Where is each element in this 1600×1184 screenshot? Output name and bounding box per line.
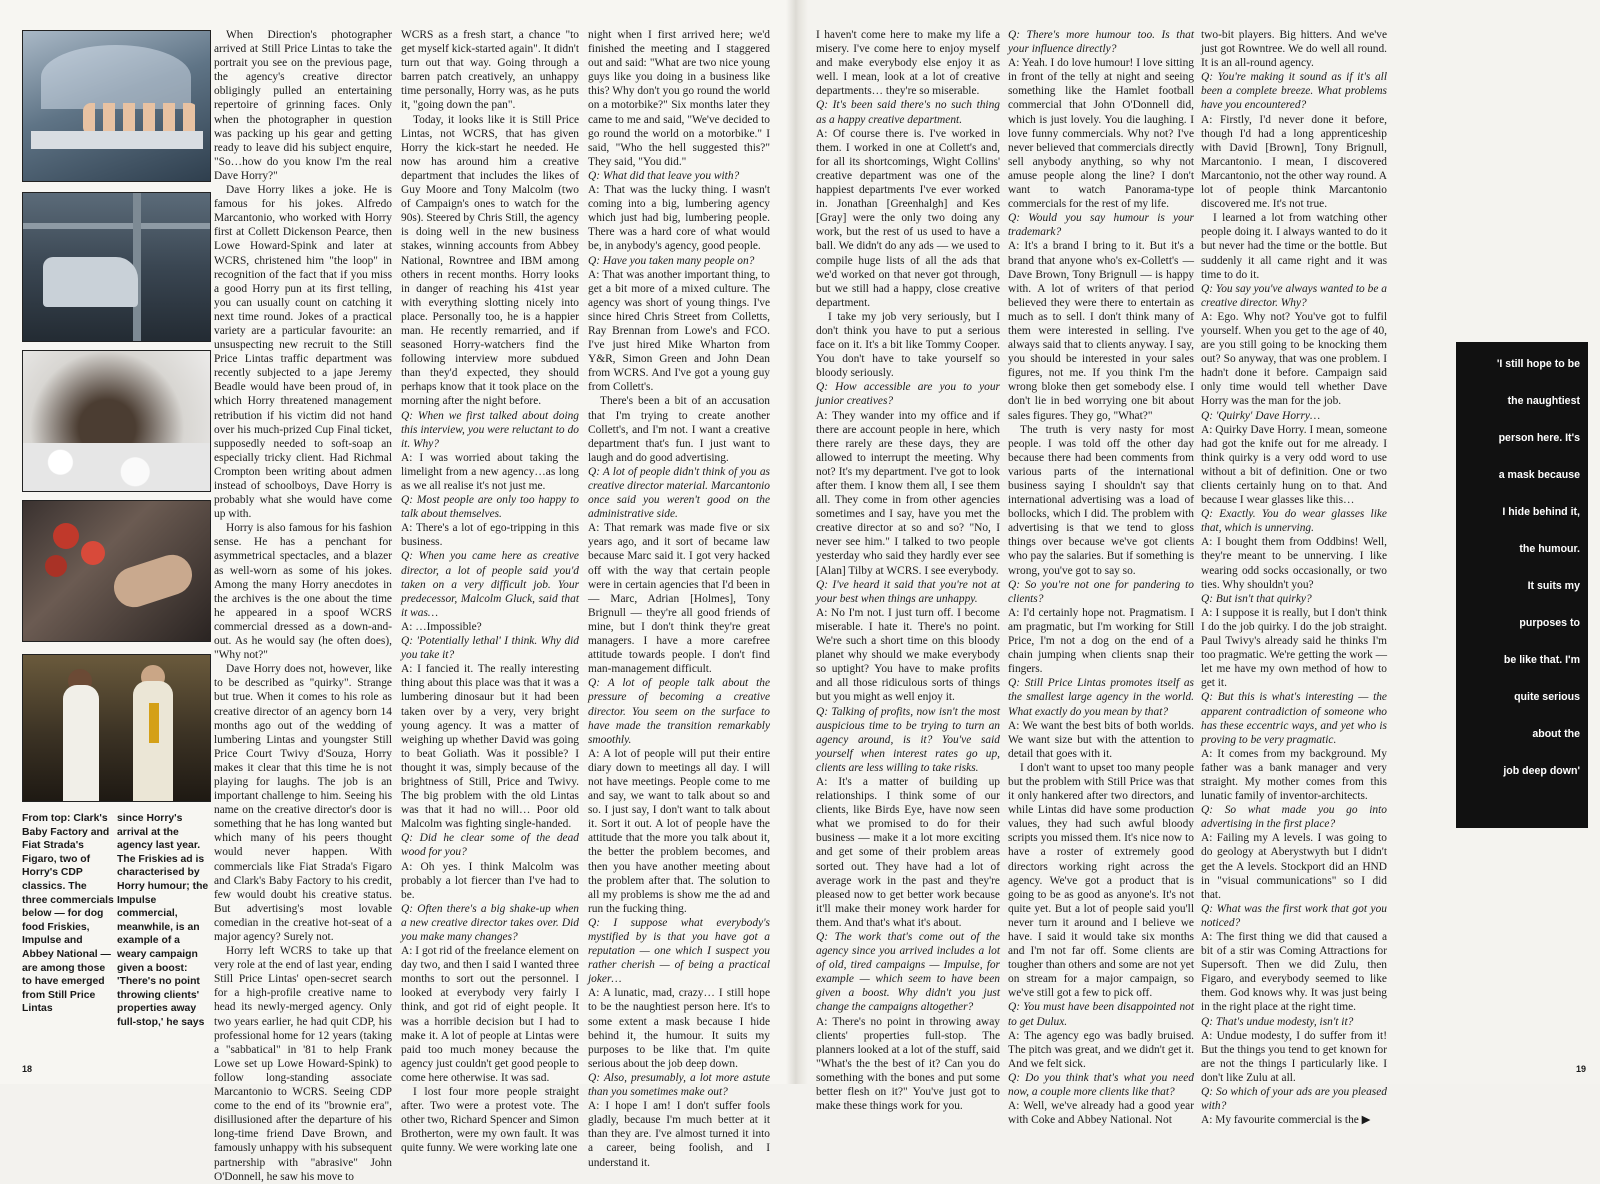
interview-answer: A: There's a lot of ego-tripping in this business. <box>401 522 579 549</box>
article-paragraph: The truth is very nasty for most people. I was told off the other day because there had been comments from various parts of the international business saying I shouldn't say that international advertising was a load of bollocks, which I did. The problem with advertising is that we tend to gloss things over because we've got clients who pay the salaries. But if something is wrong, you've got to say so. <box>1008 423 1194 577</box>
interview-question: Q: How accessible are you to your junior creatives? <box>816 381 1000 408</box>
page-number-left: 18 <box>22 1064 33 1074</box>
interview-answer: A: That was another important thing, to get a bit more of a mixed culture. The agency was short of young things. I've since hired Chris Street from Colletts, Ray Brennan from Lowe's and FCO. I've just hired Mike Wharton from Y&R, Simon Green and John Dean from WCRS. And I've got a young guy from Collett's. <box>588 268 770 394</box>
interview-question: Q: Also, presumably, a lot more astute than you sometimes make out? <box>588 1071 770 1099</box>
interview-question: Q: 'Quirky' Dave Horry… <box>1201 409 1321 422</box>
flowers-scissors-photo <box>22 500 211 642</box>
page-gutter <box>786 0 808 1084</box>
interview-answer: A: Oh yes. I think Malcolm was probably a lot fiercer than I've had to be. <box>401 860 579 901</box>
interview-answer: A: The agency ego was badly bruised. The pitch was great, and we didn't get it. And we felt sick. <box>1008 1029 1194 1070</box>
interview-answer: A: It comes from my background. My father was a bank manager and very straight. My mother comes from this lunatic family of inventor-architects. <box>1201 747 1387 803</box>
baby-factory-photo <box>22 30 211 182</box>
two-men-photo <box>22 654 211 802</box>
article-paragraph: There's been a bit of an accusation that I'm trying to create another Collett's, and I'm not. I want a creative department that's fun. I just want to laugh and do good advertising. <box>588 395 770 464</box>
interview-answer: A: Quirky Dave Horry. I mean, someone had got the knife out for me already. I think quirky is a very odd word to use without a bit of definition. One or two clients certainly hung on to that. And because I wear glasses like this… <box>1201 423 1387 507</box>
interview-answer: A: It's a matter of building up relationships. I think some of our clients, like Birds Eye, have now seen what we promised to do for their business — make it a lot more exciting and get some of their problem areas sorted out. They have had a lot of average work in the past and they're pleased now to get better work because it'll make their money work harder for them. And that's what it's about. <box>816 775 1000 929</box>
interview-answer: A: Of course there is. I've worked in them. I worked in one at Collett's and, for all its shortcomings, Wight Collins' creative department was one of the happiest departments I've ever worked in. Jonathan [Greenhalgh] and Kes [Gray] were the only two doing any work, but the rest of us used to have a ball. We didn't do any ads — we used to compile huge lists of all the ads that we'd worked on that never got through, but we still had a happy, close creative department. <box>816 127 1000 309</box>
interview-answer: A: I hope I am! I don't suffer fools gladly, because I'm much better at it than they are. I've almost turned it into a career, being foolish, and I understand it. <box>588 1100 770 1169</box>
article-paragraph: I take my job very seriously, but I don't think you have to put a serious face on it. It's a bit like Tommy Cooper. You don't have to take yourself so bloody seriously. <box>816 310 1000 380</box>
interview-answer: A: I'd certainly hope not. Pragmatism. I am pragmatic, but I'm working for Still Price, I'm not a dog on the end of a chain jumping when clients snap their fingers. <box>1008 606 1194 676</box>
article-column-6 <box>1201 28 1388 1127</box>
interview-question: Q: You're making it sound as if it's all been a complete breeze. What problems have you encountered? <box>1201 71 1387 112</box>
interview-question: Q: You say you've always wanted to be a creative director. Why? <box>1201 282 1387 309</box>
interview-answer: A: Well, we've already had a good year with Coke and Abbey National. Not <box>1008 1100 1194 1127</box>
pull-quote <box>1456 342 1588 828</box>
article-paragraph: Horry left WCRS to take up that very role at the end of last year, ending Still Price Lintas' open-secret search for a high-profile creative name to head its newly-merged agency. Only two years earlier, he had quit CDP, his professional home for 12 years (taking a "sabbatical" in '81 to help Frank Lowe set up Lowe Howard-Spink) to follow long-standing associate Marcantonio to WCRS. Seeing CDP come to the end of its "brownie era", disillusioned after the departure of his long-time friend Dave Brown, and famously unhappy with his subsequent partnership with "abrasive" John O'Donnell, he saw his move to <box>214 945 392 1183</box>
interview-answer: A: They wander into my office and if there are account people in here, which there rarely are these days, they are allowed to interrupt the meeting. Why not? It's my department. I've got to look after them. I know them all, I see them all. They come in from other agencies sometimes and I say, have you met the creative director at so and so? "No, I never see him." I talked to two people yesterday who said they hardly ever see [Alan] Tilby at WCRS. I see everybody. <box>816 409 1000 577</box>
interview-answer: A: I got rid of the freelance element on day two, and then I said I wanted three months to sort out the personnel. I looked at everybody very fairly I think, and got rid of eight people. It was a horrible decision but I had to make it. A lot of people at Lintas were paid too much money because the agency just couldn't get good people to come here otherwise. It was sad. <box>401 945 579 1084</box>
interview-question: Q: Most people are only too happy to talk about themselves. <box>401 494 579 521</box>
interview-question: Q: The work that's come out of the agency since you arrived includes a lot of old, tired campaigns — Impulse, for example — which seem to have been given a boost. Why didn't you just change the campaigns altogether? <box>816 931 1000 1014</box>
interview-answer: A: A lunatic, mad, crazy… I still hope to be the naughtiest person here. It's to some extent a mask because I hide behind it, the humour. It suits my purposes to be like that. I'm quite serious about the job deep down. <box>588 987 770 1070</box>
interview-question: Q: That's undue modesty, isn't it? <box>1201 1015 1354 1028</box>
interview-question: Q: You must have been disappointed not to get Dulux. <box>1008 1001 1194 1028</box>
article-column-1 <box>214 28 392 1183</box>
pull-quote-line: purposes to <box>1519 617 1580 629</box>
article-paragraph: I haven't come here to make my life a misery. I've come here to enjoy myself and make everybody else enjoy it as well. I mean, look at a lot of creative departments… they're so miserable. <box>816 29 1000 98</box>
interview-answer: A: I was worried about taking the limelight from a new agency…as long as we all realise it's not just me. <box>401 451 579 492</box>
page-number-right: 19 <box>1575 1064 1586 1074</box>
interview-question: Q: But this is what's interesting — the apparent contradiction of someone who has these eccentric ways, and yet who is proving to be very pragmatic. <box>1201 691 1387 746</box>
interview-question: Q: Still Price Lintas promotes itself as the smallest large agency in the world. What exactly do you mean by that? <box>1008 677 1194 718</box>
pull-quote-line: the humour. <box>1519 543 1580 555</box>
article-paragraph: Dave Horry does not, however, like to be described as "quirky". Strange but true. When it comes to his role as creative director of an agency born 14 months ago out of the wedding of lumbering Lintas and youngster Still Price Court Twivy d'Souza, Horry makes it clear that this time he is not playing for laughs. The job is an important challenge to him. Seeing his name on the creative director's door is something that he has long wanted but which many of his peers thought would never happen. With commercials like Fiat Strada's Figaro and Clark's Baby Factory to his credit, few would doubt his creative status. But advertising's most lovable comedian in the creative hot-seat of a major agency? Surely not. <box>214 663 392 943</box>
caption-column-a: From top: Clark's Baby Factory and Fiat Strada's Figaro, two of Horry's CDP classics. The three commercials below — for dog food Friskies, Impulse and Abbey National — are among those to have emerged from Still Price Lintas <box>22 813 114 1015</box>
interview-answer: A: That remark was made five or six years ago, and it sort of became law because Marc said it. I got very hacked off with the way that certain people were in certain agencies that I'd been in — Marc, Adrian [Holmes], Tony Brignull — they're all good friends of mine, but I don't think they're great managers. I have a more carefree attitude towards people. I don't find man-management difficult. <box>588 522 770 676</box>
article-paragraph: Horry is also famous for his fashion sense. He has a penchant for asymmetrical spectacles, and a blazer as well-worn as some of his jokes. Among the many Horry anecdotes in the archives is the one about the time he appeared in a spoof WCRS commercial dressed as a down-and-out. As he would say (he often does), "Why not?" <box>214 522 392 662</box>
article-paragraph: night when I first arrived here; we'd finished the meeting and I staggered out and said: "What are two nice young guys like you doing in a business like this? Why don't you go round the world on a motorbike?" Six months later they came to me and said, "We've decided to go round the world on a motorbike." I said, "Who the hell suggested this?" They said, "You did." <box>588 29 770 168</box>
pull-quote-line: a mask because <box>1498 469 1580 481</box>
interview-question: Q: A lot of people talk about the pressure of becoming a creative director. You seem on the surface to have made the transition remarkably smoothly. <box>588 677 770 746</box>
interview-question: Q: 'Potentially lethal' I think. Why did you take it? <box>401 635 579 662</box>
pull-quote-line: job deep down' <box>1503 765 1580 777</box>
interview-answer: A: It's a brand I bring to it. But it's a brand that anyone who's ex-Collett's — Dave Brown, Tony Brignull — is happy with. A lot of writers of that period believed they were there to entertain as much as to sell. I don't think many of them were interested in selling. I've always said that to clients anyway. I say, you should be interested in your sales figures, not me. If you think I'm the wrong bloke then get somebody else. I don't lie in bed worrying one bit about sales figures. They go, "What?" <box>1008 240 1194 422</box>
caption-column-b: since Horry's arrival at the agency last year. The Friskies ad is characterised by Horry humour; the Impulse commercial, meanwhile, is an example of a weary campaign given a boost: 'There's no point throwing clients' properties away full-stop,' he says <box>117 813 209 1028</box>
article-paragraph: Today, it looks like it is Still Price Lintas, not WCRS, that has given Horry the kick-start he needed. He now has around him a creative department that includes the likes of Guy Moore and Tony Malcolm (two of Campaign's ones to watch for the 90s). Steered by Chris Still, the agency is doing well in the new business stakes, winning accounts from Abbey National, Rowntree and IBM among others in recent months. Horry looks in danger of reaching his 41st year with everything slotting nicely into place. Personally too, he is a happier man. He recently remarried, and if seasoned Horry-watchers find the following interview more subdued than they'd expected, they should perhaps know that it took place on the morning after the night before. <box>401 113 579 408</box>
interview-question: Q: What did that leave you with? <box>588 169 740 182</box>
interview-question: Q: There's more humour too. Is that your influence directly? <box>1008 29 1194 56</box>
pull-quote-line: 'I still hope to be <box>1496 358 1580 370</box>
photo-caption <box>22 812 212 1044</box>
interview-answer: A: I bought them from Oddbins! Well, they're meant to be unnerving. I like wearing odd socks occasionally, or two ties. Why shouldn't you? <box>1201 536 1387 591</box>
interview-question: Q: When we first talked about doing this interview, you were reluctant to do it. Why? <box>401 409 579 450</box>
article-column-4 <box>816 28 1000 1113</box>
right-page <box>808 0 1600 1127</box>
interview-answer: A: Failing my A levels. I was going to do geology at Aberystwyth but I didn't get the A levels. Stockport did an HND in "visual communications" so I did that. <box>1201 832 1387 901</box>
article-column-5 <box>1008 28 1194 1127</box>
interview-question: Q: I suppose what everybody's mystified by is that you have got a reputation — one which I suspect you rather cherish — of being a practical joker… <box>588 916 770 986</box>
dog-foam-photo <box>22 350 211 492</box>
interview-question: Q: But isn't that quirky? <box>1201 592 1312 605</box>
interview-answer: A: I fancied it. The really interesting thing about this place was that it was a lumbering dinosaur but it had been taken over by a very, very bright young agency. It was a matter of weighing up whether David was going to beat Goliath. Was it possible? I thought it was, simply because of the brightness of Still, Price and Twivy. The big problem with the old Lintas was that it had no will… Poor old Malcolm was fighting single-handed. <box>401 663 579 831</box>
pull-quote-line: about the <box>1532 728 1580 740</box>
interview-answer: A: That was the lucky thing. I wasn't coming into a big, lumbering agency which just had big, lumbering people. There was a hard core of what would be, in anybody's agency, good people. <box>588 184 770 253</box>
article-paragraph: WCRS as a fresh start, a chance "to get myself kick-started again". It didn't turn out that way. Going through a barren patch creatively, an unhappy time personally, Horry was, as he puts it, "going down the pan". <box>401 29 579 112</box>
interview-question: Q: So you're not one for pandering to clients? <box>1008 578 1194 605</box>
interview-answer: A: My favourite commercial is the ▶ <box>1201 1114 1371 1127</box>
article-column-3 <box>588 28 770 1169</box>
interview-answer: A: The first thing we did that caused a bit of a stir was Coming Attractions for Supersoft. Then we did Zulu, then Figaro, and everybody seemed to like them. God knows why. It was just being in the right place at the right time. <box>1201 931 1387 1014</box>
article-paragraph: two-bit players. Big hitters. And we've just got Rowntree. We do well all round. It is an all-round agency. <box>1201 29 1387 70</box>
interview-answer: A: Ego. Why not? You've got to fulfil yourself. When you get to the age of 40, are you still going to be knocking them out? So anyway, that was one problem. I hadn't done it before. Campaign said only time would tell whether Dave Horry was the man for the job. <box>1201 310 1387 408</box>
interview-question: Q: Have you taken many people on? <box>588 254 755 267</box>
article-column-2 <box>401 28 579 1155</box>
interview-question: Q: It's been said there's no such thing as a happy creative department. <box>816 99 1000 126</box>
interview-question: Q: What was the first work that got you noticed? <box>1201 902 1387 929</box>
interview-question: Q: I've heard it said that you're not at your best when things are unhappy. <box>816 578 1000 605</box>
interview-answer: A: A lot of people will put their entire diary down to meetings all day. I will not have meetings. People come to me and say, we want to talk about so and so. I just say, I don't want to talk about it. Sort it out. A lot of people have the attitude that the more you talk about it, the better the problem becomes, and then you have another meeting about the problem after that. The solution to all my problems is show me the ad and run the fucking thing. <box>588 747 770 915</box>
interview-question: Q: Talking of profits, now isn't the most auspicious time to be trying to turn an agency around, is it? You've said yourself when interest rates go up, clients are less willing to take risks. <box>816 705 1000 774</box>
interview-answer: A: No I'm not. I just turn off. I become miserable. I hate it. There's no point. We're such a short time on this bloody planet why should we make everybody so uptight? You have to make profits and all those ridiculous sorts of things but you might as well enjoy it. <box>816 606 1000 704</box>
interview-question: Q: Do you think that's what you need now, a couple more clients like that? <box>1008 1071 1194 1099</box>
interview-answer: A: There's no point in throwing away clients' properties full-stop. The planners looked at a lot of the stuff, said "What's the the best of it? Can you do something with the bones and put some better flesh on it?" You've just got to make these things work for you. <box>816 1015 1000 1113</box>
article-paragraph: Dave Horry likes a joke. He is famous for his jokes. Alfredo Marcantonio, who worked with Horry first at Collett Dickenson Pearce, then Lowe Howard-Spink and later at WCRS, christened him "the loop" in recognition of the fact that if you miss a good Horry pun at its first telling, you can usually count on catching it next time round. Jokes of a practical variety are a particular favourite: an unsuspecting new recruit to the Still Price Lintas traffic department was recently subjected to a jape Jeremy Beadle would have been proud of, in which Horry threatened management retribution if his victim did not hand over his much-prized Cup Final ticket, supposedly needed to soft-soap an especially tricky client. Had Richmal Crompton been writing about admen instead of schoolboys, Dave Horry is probably what she would have come up with. <box>214 184 392 521</box>
article-paragraph: I learned a lot from watching other people doing it. I always wanted to do it but never had the time or the bottle. But suddenly it all came right and it was time to do it. <box>1201 212 1387 281</box>
interview-question: Q: When you came here as creative director, a lot of people said you'd taken on a very difficult job. Your predecessor, Malcolm Gluck, said that it was… <box>401 550 579 619</box>
interview-question: Q: So which of your ads are you pleased with? <box>1201 1086 1387 1113</box>
interview-answer: A: Yeah. I do love humour! I love sitting in front of the telly at night and seeing something like the Hamlet football commercial that John O'Donnell did, which is just lovely. You die laughing. I love funny commercials. Why not? I've never believed that commercials directly sell anybody anything, so why not amuse people along the line? I don't want to watch Panorama-type commercials for the rest of my life. <box>1008 57 1194 211</box>
interview-answer: A: We want the best bits of both worlds. We want size but with the attention to detail that goes with it. <box>1008 719 1194 760</box>
pull-quote-line: the naughtiest <box>1507 395 1580 407</box>
interview-answer: A: I suppose it is really, but I don't think I do the job quirky. I do the job straight. Paul Twivy's already said he thinks I'm too pragmatic. We're getting the work — let me have my own method of how to get it. <box>1201 606 1387 690</box>
interview-answer: A: …Impossible? <box>401 620 482 633</box>
pull-quote-line: I hide behind it, <box>1502 506 1580 518</box>
article-paragraph: I lost four more people straight after. Two were a protest vote. The other two, Richard Spencer and Simon Brotherton, were my own fault. It was quite funny. We were working late one <box>401 1086 579 1155</box>
interview-question: Q: So what made you go into advertising in the first place? <box>1201 804 1387 831</box>
article-paragraph: I don't want to upset too many people but the problem with Still Price was that it only hankered after two directors, and while Lintas did have some production values, they had such awful bloody scripts you missed them. It's nice now to have a roster of extremely good directors working right across the agency. We've got a product that is going to be as good as anyone's. It's not quite yet. But a lot of people said you'll never turn it around and I believe we have. I said it would take six months and I'm not far off. Some clients are tougher than others and some are not yet on stream for a major campaign, so we've still got a few to pick off. <box>1008 761 1194 1000</box>
pull-quote-line: It suits my <box>1527 580 1580 592</box>
interview-question: Q: Often there's a big shake-up when a new creative director takes over. Did you make many changes? <box>401 902 579 943</box>
article-paragraph: When Direction's photographer arrived at Still Price Lintas to take the portrait you see on the previous page, the agency's creative director obligingly pulled an entertaining repertoire of grinning faces. Only when the photographer in question was packing up his gear and getting ready to leave did his subject enquire, "So…how do you know I'm the real Dave Horry?" <box>214 29 392 182</box>
interview-question: Q: Exactly. You do wear glasses like that, which is unnerving. <box>1201 508 1387 535</box>
interview-question: Q: Did he clear some of the dead wood for you? <box>401 832 579 859</box>
car-factory-photo <box>22 192 211 342</box>
interview-question: Q: A lot of people didn't think of you as creative director material. Marcantonio once said you weren't good on the administrative side. <box>588 465 770 521</box>
interview-answer: A: Undue modesty, I do suffer from it! But the things you tend to get known for are not the things I particularly like. I don't like Zulu at all. <box>1201 1029 1387 1084</box>
pull-quote-line: quite serious <box>1514 691 1580 703</box>
pull-quote-line: person here. It's <box>1498 432 1580 444</box>
interview-question: Q: Would you say humour is your trademark? <box>1008 212 1194 239</box>
interview-answer: A: Firstly, I'd never done it before, though I'd had a long apprenticeship with David [Brown], Tony Brignull, Marcantonio. I mean, I discovered Marcantonio, not the other way round. A lot of people think Marcantonio discovered me. It's not true. <box>1201 113 1388 211</box>
pull-quote-line: be like that. I'm <box>1503 654 1580 666</box>
left-page <box>0 0 786 1183</box>
